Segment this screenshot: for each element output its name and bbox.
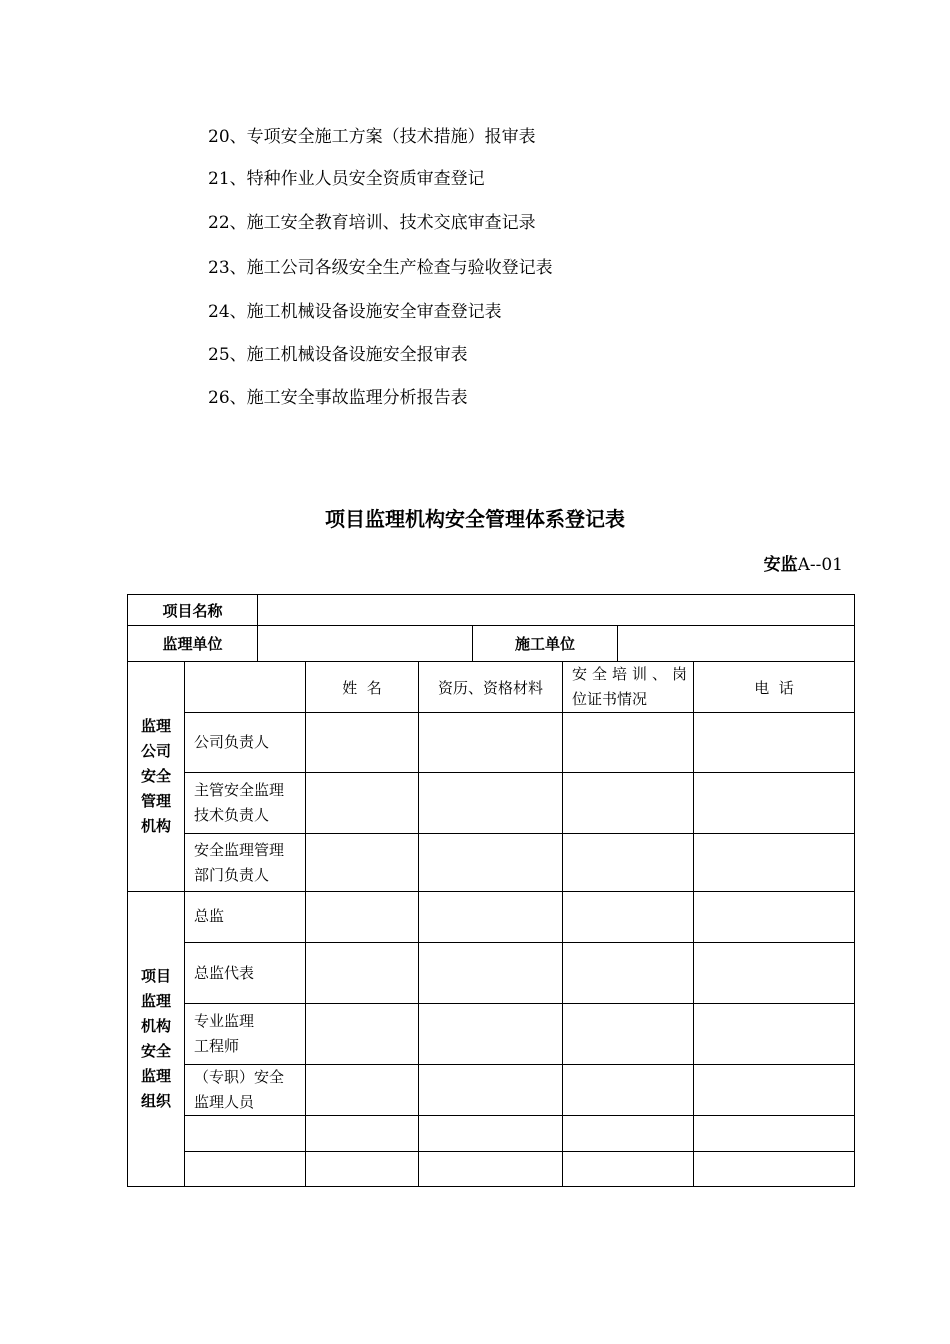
table-row — [128, 626, 855, 662]
phone-cell[interactable] — [694, 1116, 855, 1152]
qualification-cell[interactable] — [419, 834, 563, 892]
table-row — [128, 943, 855, 1004]
name-cell[interactable] — [306, 1152, 419, 1187]
name-cell[interactable] — [306, 1116, 419, 1152]
list-item: 25、施工机械设备设施安全报审表 — [208, 345, 468, 365]
section-label-line: 管理 — [140, 792, 171, 810]
table-row — [128, 834, 855, 892]
qualification-cell[interactable] — [419, 773, 563, 834]
supervision-unit-field[interactable] — [258, 626, 473, 662]
form-title: 项目监理机构安全管理体系登记表 — [325, 507, 625, 531]
name-cell[interactable] — [306, 713, 419, 773]
section-label-line: 安全 — [140, 767, 171, 785]
construction-unit-label: 施工单位 — [473, 626, 618, 662]
name-cell[interactable] — [306, 1004, 419, 1065]
training-header-line: 位证书情况 — [572, 690, 648, 708]
section-label-line: 公司 — [140, 742, 171, 760]
role-label: 主管安全监理 — [194, 781, 285, 799]
form-code-label: 安监 — [763, 555, 798, 575]
table-row — [128, 1065, 855, 1116]
training-cell[interactable] — [563, 943, 694, 1004]
name-cell[interactable] — [306, 834, 419, 892]
registration-table — [127, 594, 855, 1187]
training-cell[interactable] — [563, 1116, 694, 1152]
phone-cell[interactable] — [694, 943, 855, 1004]
project-name-field[interactable] — [258, 595, 855, 626]
training-column-header — [563, 662, 694, 713]
training-cell[interactable] — [563, 1152, 694, 1187]
training-cell[interactable] — [563, 713, 694, 773]
table-row — [128, 1152, 855, 1187]
list-item: 22、施工安全教育培训、技术交底审查记录 — [208, 213, 536, 233]
section-label-line: 监理 — [140, 992, 171, 1010]
phone-cell[interactable] — [694, 1152, 855, 1187]
qualification-column-header: 资历、资格材料 — [419, 662, 563, 713]
role-chief-representative — [185, 943, 306, 1004]
role-label: 公司负责人 — [194, 733, 270, 751]
role-cell-blank[interactable] — [185, 1116, 306, 1152]
training-header-line: 安全培训、岗 — [572, 665, 688, 683]
training-cell[interactable] — [563, 773, 694, 834]
table-row — [128, 1004, 855, 1065]
training-cell[interactable] — [563, 1065, 694, 1116]
table-row — [128, 892, 855, 943]
role-chief-supervisor — [185, 892, 306, 943]
qualification-cell[interactable] — [419, 1116, 563, 1152]
role-safety-dept-head — [185, 834, 306, 892]
name-cell[interactable] — [306, 1065, 419, 1116]
role-cell-blank[interactable] — [185, 1152, 306, 1187]
role-header-cell — [185, 662, 306, 713]
table-row — [128, 662, 855, 713]
phone-cell[interactable] — [694, 773, 855, 834]
table-row — [128, 595, 855, 626]
name-cell[interactable] — [306, 773, 419, 834]
list-item: 24、施工机械设备设施安全审查登记表 — [208, 302, 502, 322]
qualification-cell[interactable] — [419, 892, 563, 943]
phone-cell[interactable] — [694, 713, 855, 773]
table-row — [128, 1116, 855, 1152]
phone-cell[interactable] — [694, 892, 855, 943]
company-section-label — [128, 662, 185, 892]
training-cell[interactable] — [563, 834, 694, 892]
section-label-line: 项目 — [140, 967, 171, 985]
phone-cell[interactable] — [694, 834, 855, 892]
qualification-cell[interactable] — [419, 1065, 563, 1116]
section-label-line: 监理 — [140, 1067, 171, 1085]
training-cell[interactable] — [563, 1004, 694, 1065]
role-label: （专职）安全 — [194, 1068, 285, 1086]
section-label-line: 机构 — [140, 1017, 171, 1035]
section-label-line: 机构 — [140, 817, 171, 835]
role-company-head — [185, 713, 306, 773]
role-label: 部门负责人 — [194, 865, 270, 884]
form-code-number: A--01 — [797, 555, 843, 575]
list-item: 21、特种作业人员安全资质审查登记 — [208, 169, 485, 189]
list-item: 20、专项安全施工方案（技术措施）报审表 — [208, 127, 536, 147]
role-label: 安全监理管理 — [194, 840, 285, 859]
section-label-line: 组织 — [140, 1092, 171, 1110]
table-row — [128, 713, 855, 773]
role-label: 总监代表 — [194, 963, 255, 982]
role-safety-tech-head — [185, 773, 306, 834]
training-cell[interactable] — [563, 892, 694, 943]
construction-unit-field[interactable] — [618, 626, 855, 662]
section-label-line: 监理 — [140, 717, 171, 735]
role-label: 工程师 — [194, 1037, 240, 1055]
qualification-cell[interactable] — [419, 1004, 563, 1065]
phone-cell[interactable] — [694, 1065, 855, 1116]
qualification-cell[interactable] — [419, 1152, 563, 1187]
list-item: 26、施工安全事故监理分析报告表 — [208, 388, 468, 408]
name-cell[interactable] — [306, 892, 419, 943]
qualification-cell[interactable] — [419, 713, 563, 773]
role-specialist-engineer — [185, 1004, 306, 1065]
role-label: 总监 — [194, 907, 225, 925]
project-section-label — [128, 892, 185, 1187]
phone-column-header: 电 话 — [694, 662, 855, 713]
table-row — [128, 773, 855, 834]
phone-cell[interactable] — [694, 1004, 855, 1065]
project-name-label: 项目名称 — [128, 595, 258, 626]
name-column-header: 姓 名 — [306, 662, 419, 713]
supervision-unit-label: 监理单位 — [128, 626, 258, 662]
role-safety-supervisor — [185, 1065, 306, 1116]
name-cell[interactable] — [306, 943, 419, 1004]
role-label: 技术负责人 — [194, 806, 270, 824]
form-code — [764, 550, 843, 575]
qualification-cell[interactable] — [419, 943, 563, 1004]
list-item: 23、施工公司各级安全生产检查与验收登记表 — [208, 258, 553, 278]
role-label: 专业监理 — [194, 1012, 255, 1030]
section-label-line: 安全 — [140, 1042, 171, 1060]
role-label: 监理人员 — [194, 1093, 255, 1111]
